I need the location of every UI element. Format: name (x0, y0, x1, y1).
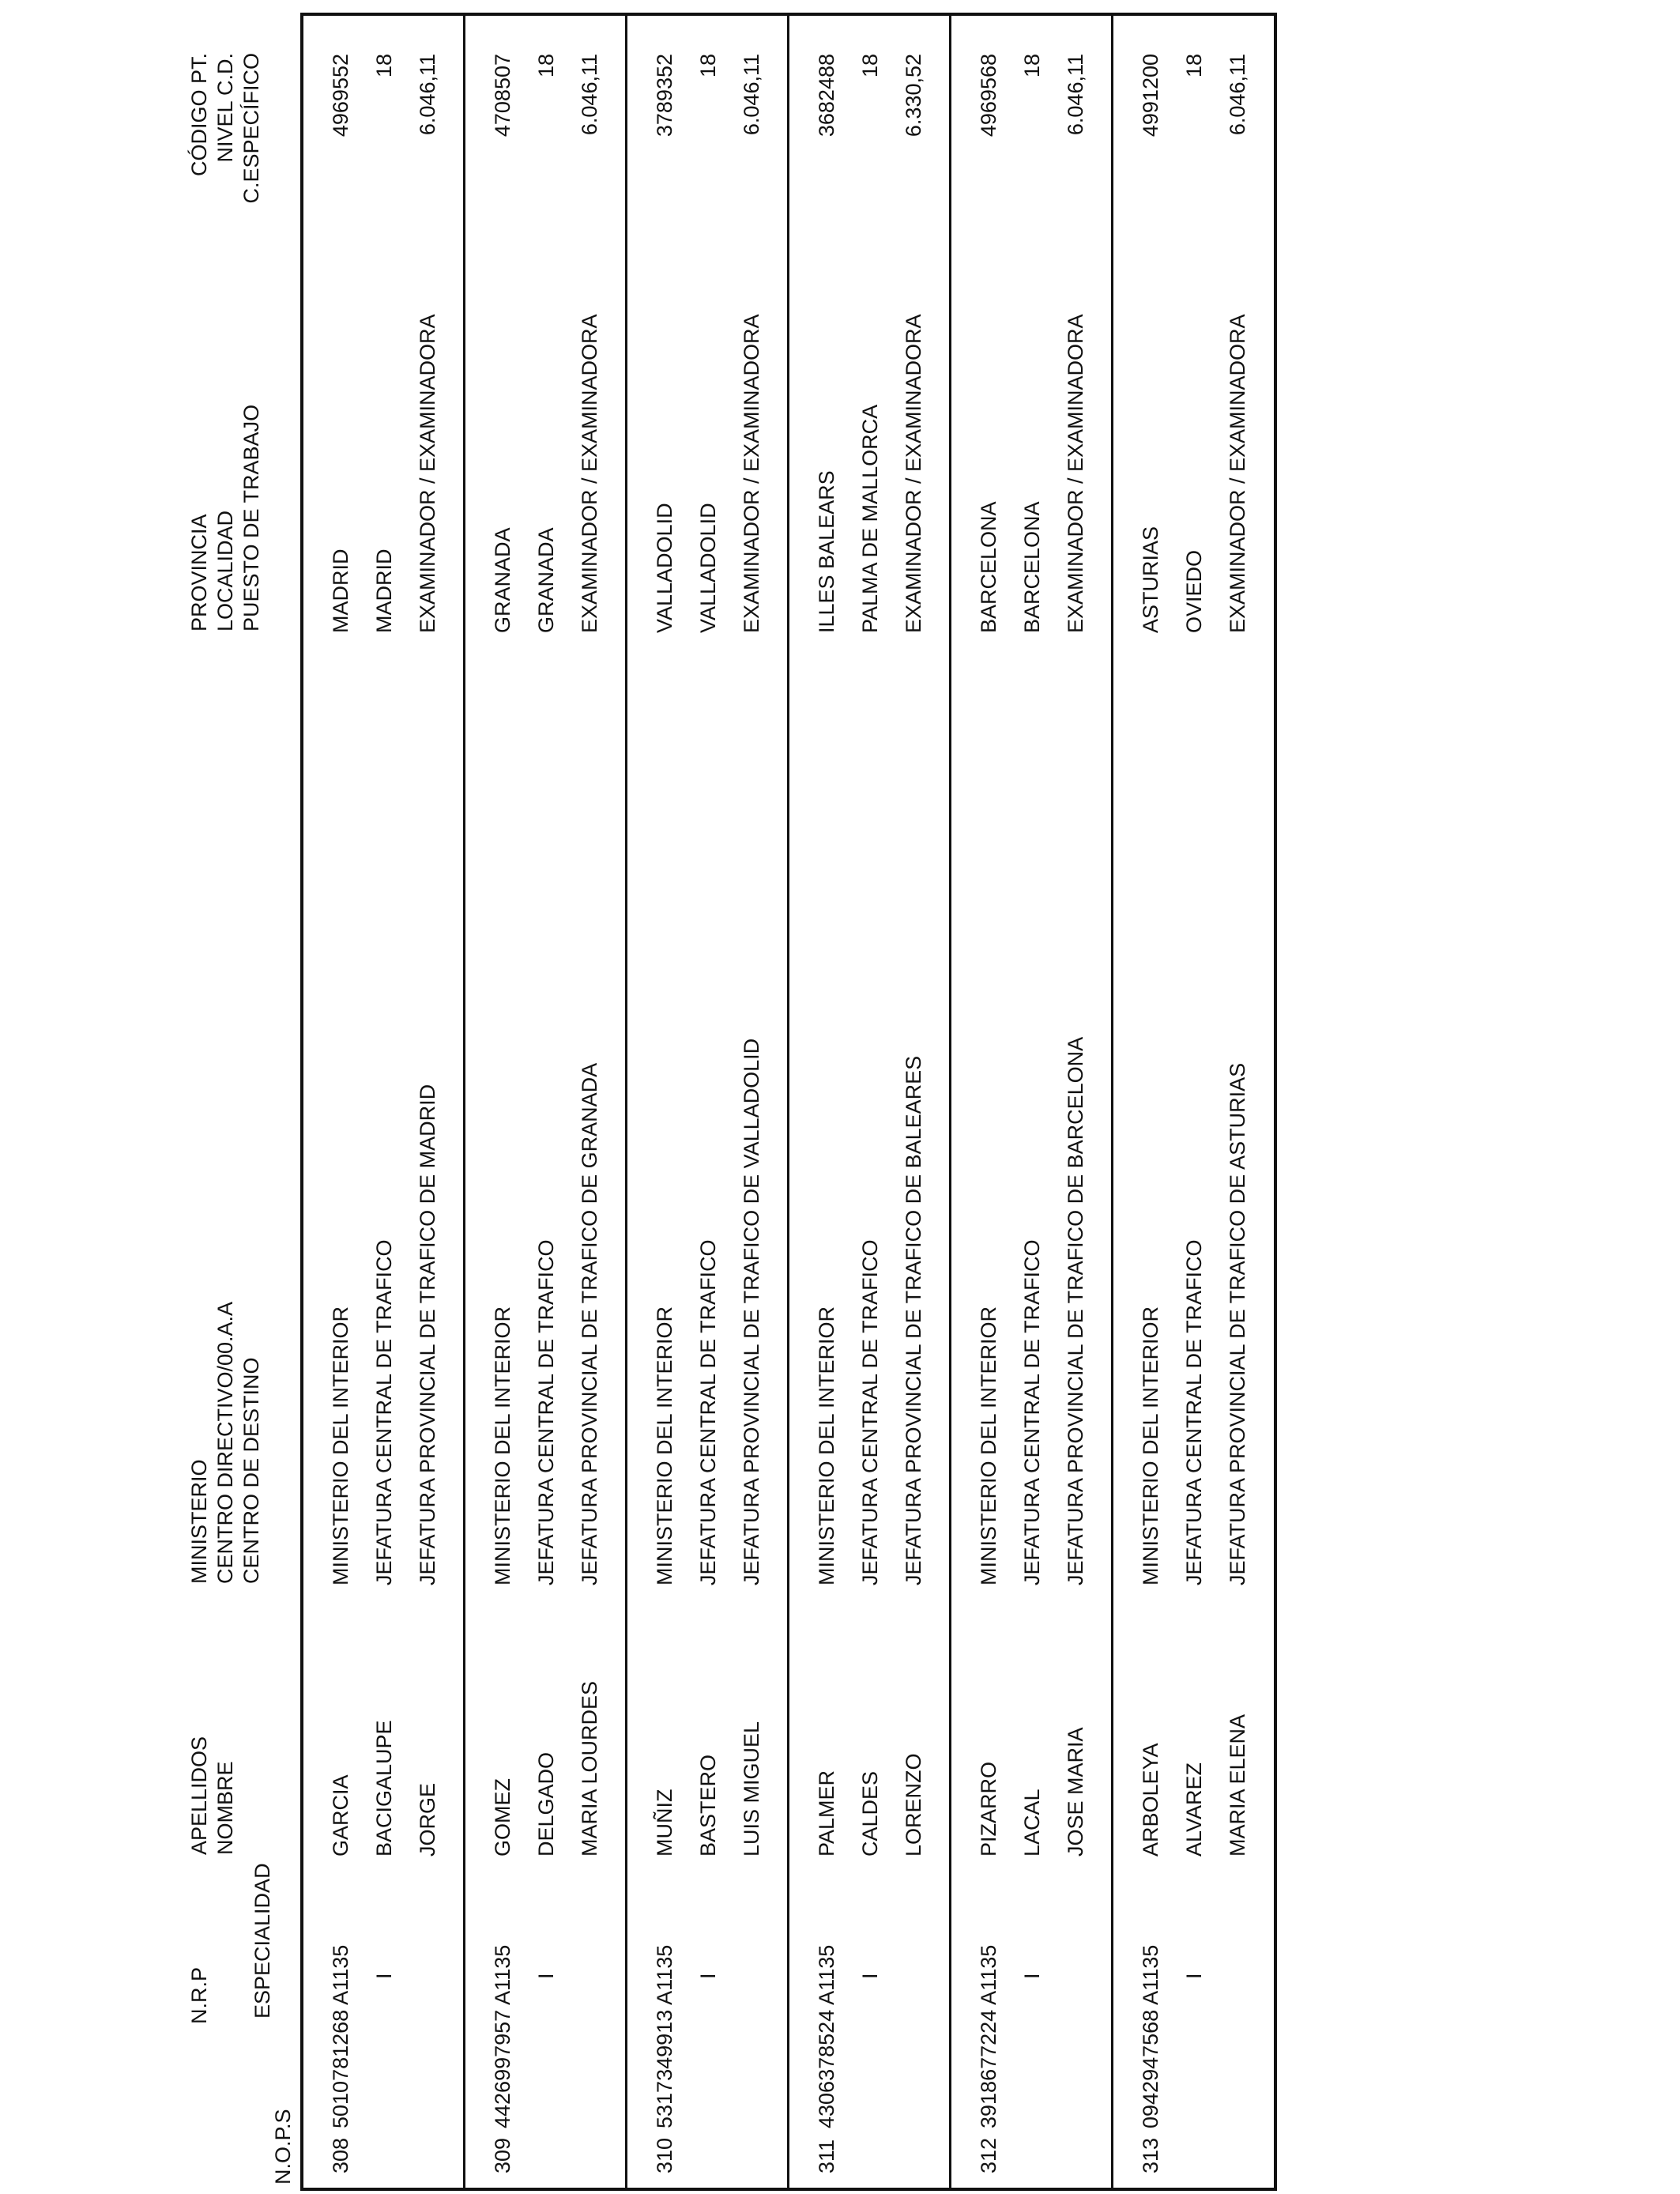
apellido1: ARBOLEYA (1139, 1743, 1162, 1857)
complemento-especifico: 6.046,11 (1064, 54, 1087, 136)
nombre: JORGE (416, 1782, 439, 1857)
nombre: JOSE MARIA (1064, 1727, 1087, 1857)
especialidad-mark: I (534, 1973, 558, 1979)
nops-number: 310 (653, 2137, 676, 2173)
nivel-cd: 18 (1182, 54, 1206, 78)
centro-destino: JEFATURA PROVINCIAL DE TRAFICO DE MADRID (416, 1084, 439, 1585)
centro-destino: JEFATURA PROVINCIAL DE TRAFICO DE GRANADA (578, 1062, 601, 1585)
centro-directivo: JEFATURA CENTRAL DE TRAFICO (858, 1239, 882, 1585)
centro-directivo: JEFATURA CENTRAL DE TRAFICO (372, 1239, 396, 1585)
record-row (627, 16, 789, 2188)
centro-destino: JEFATURA PROVINCIAL DE TRAFICO DE BARCELONA (1064, 1036, 1087, 1585)
apellido2: ALVAREZ (1182, 1762, 1206, 1857)
localidad: OVIEDO (1182, 549, 1206, 633)
apellido2: CALDES (858, 1770, 882, 1857)
header-provincia: PROVINCIA (187, 514, 211, 631)
apellido1: GOMEZ (491, 1778, 514, 1857)
nrp-code: 4426997957 A1135 (491, 1944, 514, 2128)
centro-directivo: JEFATURA CENTRAL DE TRAFICO (696, 1239, 720, 1585)
complemento-especifico: 6.046,11 (578, 54, 601, 136)
header-nrp: N.R.P (187, 1966, 211, 2024)
apellido2: DELGADO (534, 1751, 558, 1857)
nops-number: 309 (491, 2137, 514, 2173)
header-nombre: NOMBRE (213, 1761, 237, 1855)
localidad: MADRID (372, 548, 396, 633)
apellido2: BASTERO (696, 1754, 720, 1857)
nrp-code: 4306378524 A1135 (815, 1944, 838, 2128)
ministerio: MINISTERIO DEL INTERIOR (653, 1306, 676, 1585)
nombre: LUIS MIGUEL (740, 1721, 763, 1857)
record-row (465, 16, 627, 2188)
especialidad-mark: I (696, 1973, 720, 1979)
header-especifico: C.ESPECÍFICO (239, 53, 263, 204)
header-nops: N.O.P.S (271, 2109, 295, 2185)
complemento-especifico: 6.046,11 (1226, 54, 1249, 136)
nops-number: 308 (329, 2137, 352, 2173)
puesto-trabajo: EXAMINADOR / EXAMINADORA (416, 314, 439, 633)
centro-destino: JEFATURA PROVINCIAL DE TRAFICO DE VALLADOLID (740, 1038, 763, 1585)
puesto-trabajo: EXAMINADOR / EXAMINADORA (578, 314, 601, 633)
puesto-trabajo: EXAMINADOR / EXAMINADORA (740, 314, 763, 633)
apellido2: LACAL (1020, 1789, 1044, 1857)
provincia: ILLES BALEARS (815, 470, 838, 633)
especialidad-mark: I (1020, 1973, 1044, 1979)
apellido2: BACIGALUPE (372, 1720, 396, 1857)
centro-destino: JEFATURA PROVINCIAL DE TRAFICO DE ASTURIAS (1226, 1062, 1249, 1585)
ministerio: MINISTERIO DEL INTERIOR (491, 1306, 514, 1585)
nivel-cd: 18 (696, 54, 720, 78)
record-row (1113, 16, 1275, 2188)
header-especialidad: ESPECIALIDAD (250, 1863, 274, 2019)
codigo-pt: 4969552 (329, 54, 352, 138)
localidad: VALLADOLID (696, 503, 720, 633)
codigo-pt: 3789352 (653, 54, 676, 138)
localidad: GRANADA (534, 527, 558, 633)
header-centro-directivo: CENTRO DIRECTIVO/00.A.A (213, 1301, 237, 1584)
header-ministerio: MINISTERIO (187, 1459, 211, 1584)
apellido1: MUÑIZ (653, 1789, 676, 1857)
localidad: BARCELONA (1020, 501, 1044, 633)
centro-directivo: JEFATURA CENTRAL DE TRAFICO (1020, 1239, 1044, 1585)
ministerio: MINISTERIO DEL INTERIOR (329, 1306, 352, 1585)
nivel-cd: 18 (1020, 54, 1044, 78)
apellido1: PALMER (815, 1770, 838, 1857)
header-codigo: CÓDIGO PT. (187, 53, 211, 177)
centro-directivo: JEFATURA CENTRAL DE TRAFICO (534, 1239, 558, 1585)
nrp-code: 3918677224 A1135 (977, 1944, 1000, 2128)
record-row (789, 16, 951, 2188)
especialidad-mark: I (372, 1973, 396, 1979)
codigo-pt: 3682488 (815, 54, 838, 138)
header-apellidos: APELLIDOS (187, 1736, 211, 1855)
especialidad-mark: I (1182, 1973, 1206, 1979)
provincia: ASTURIAS (1139, 526, 1162, 633)
header-puesto: PUESTO DE TRABAJO (239, 404, 263, 631)
nops-number: 312 (977, 2137, 1000, 2173)
nombre: MARIA ELENA (1226, 1713, 1249, 1857)
record-row (303, 16, 465, 2188)
complemento-especifico: 6.330,52 (902, 54, 925, 138)
provincia: VALLADOLID (653, 503, 676, 633)
nombre: MARIA LOURDES (578, 1680, 601, 1857)
puesto-trabajo: EXAMINADOR / EXAMINADORA (1226, 314, 1249, 633)
nops-number: 311 (815, 2139, 838, 2173)
ministerio: MINISTERIO DEL INTERIOR (977, 1306, 1000, 1585)
puesto-trabajo: EXAMINADOR / EXAMINADORA (902, 314, 925, 633)
codigo-pt: 4969568 (977, 54, 1000, 138)
nombre: LORENZO (902, 1753, 925, 1857)
codigo-pt: 4708507 (491, 54, 514, 138)
nrp-code: 0942947568 A1135 (1139, 1944, 1162, 2128)
nrp-code: 5317349913 A1135 (653, 1944, 676, 2128)
localidad: PALMA DE MALLORCA (858, 404, 882, 633)
record-row (951, 16, 1113, 2188)
puesto-trabajo: EXAMINADOR / EXAMINADORA (1064, 314, 1087, 633)
ministerio: MINISTERIO DEL INTERIOR (1139, 1306, 1162, 1585)
provincia: GRANADA (491, 527, 514, 633)
header-nivel: NIVEL C.D. (213, 53, 237, 163)
nivel-cd: 18 (534, 54, 558, 78)
complemento-especifico: 6.046,11 (740, 54, 763, 136)
centro-destino: JEFATURA PROVINCIAL DE TRAFICO DE BALEARES (902, 1055, 925, 1585)
nivel-cd: 18 (858, 54, 882, 78)
apellido1: PIZARRO (977, 1761, 1000, 1857)
nops-number: 313 (1139, 2137, 1162, 2173)
provincia: MADRID (329, 548, 352, 633)
header-centro-destino: CENTRO DE DESTINO (239, 1357, 263, 1584)
especialidad-mark: I (858, 1973, 882, 1979)
centro-directivo: JEFATURA CENTRAL DE TRAFICO (1182, 1239, 1206, 1585)
header-localidad: LOCALIDAD (213, 510, 237, 631)
complemento-especifico: 6.046,11 (416, 54, 439, 136)
codigo-pt: 4991200 (1139, 54, 1162, 138)
ministerio: MINISTERIO DEL INTERIOR (815, 1306, 838, 1585)
nivel-cd: 18 (372, 54, 396, 78)
records-table (300, 13, 1277, 2191)
provincia: BARCELONA (977, 501, 1000, 633)
nrp-code: 5010781268 A1135 (329, 1944, 352, 2128)
apellido1: GARCIA (329, 1774, 352, 1857)
